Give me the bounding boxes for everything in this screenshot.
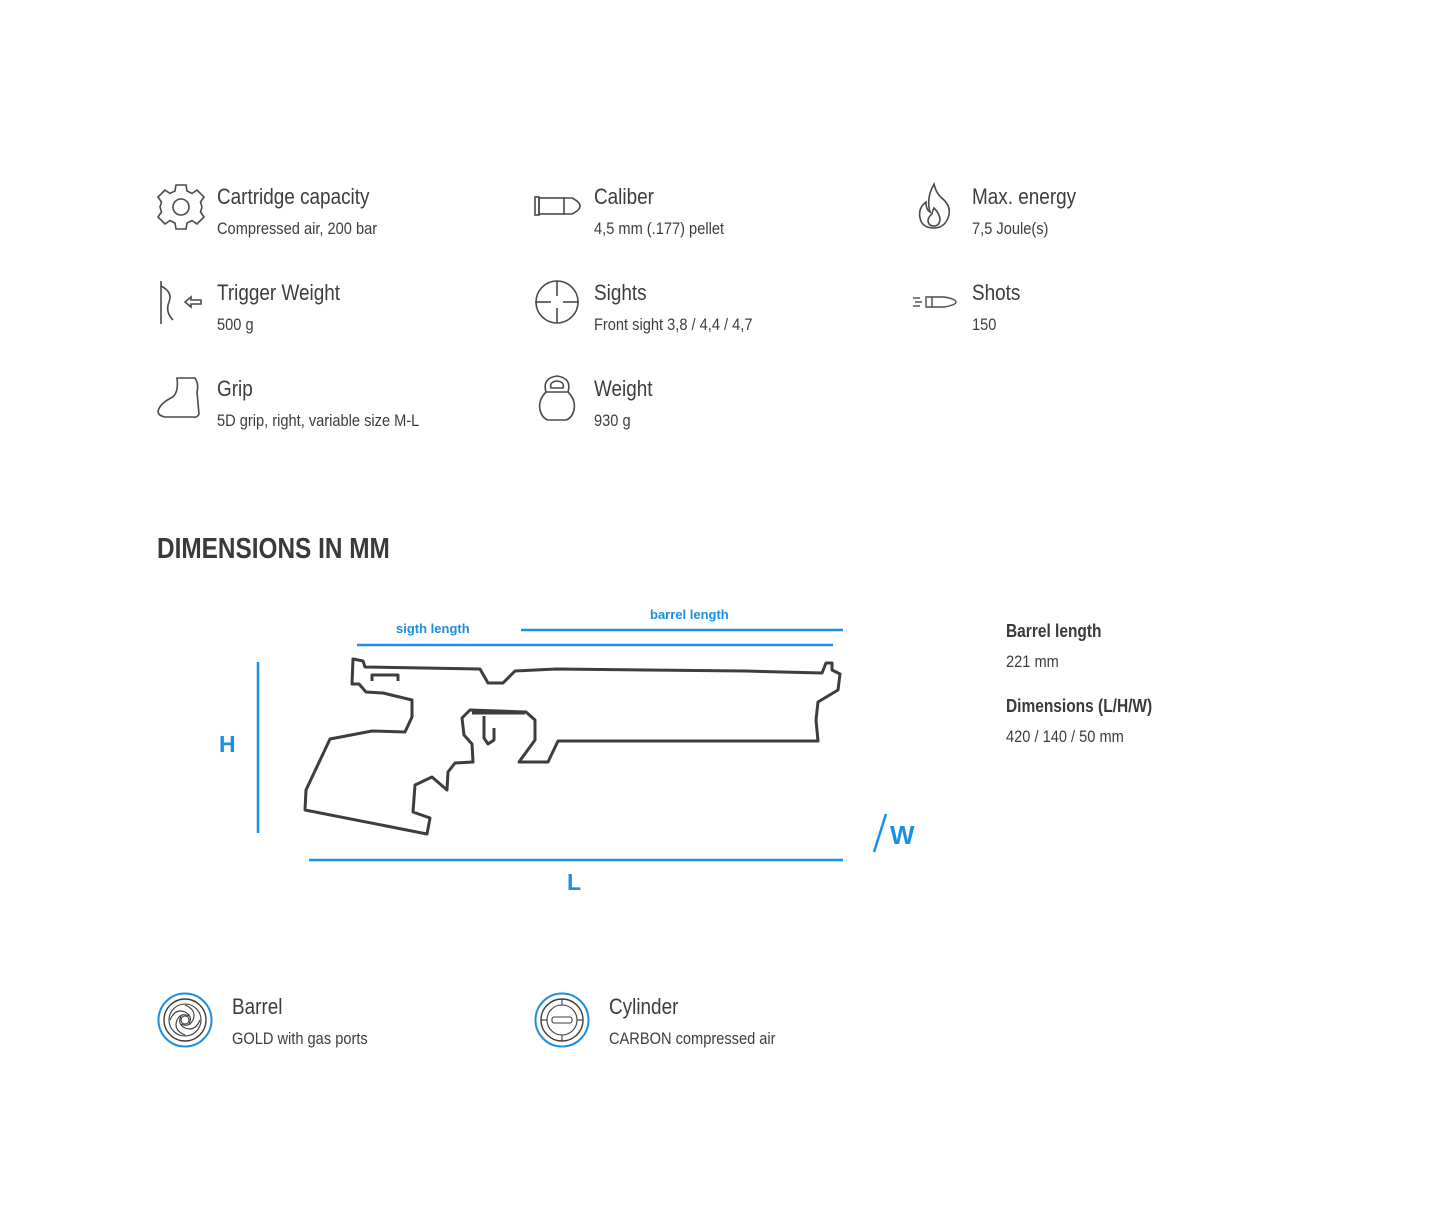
spec-value: Front sight 3,8 / 4,4 / 4,7 [594, 315, 753, 334]
barrel-rifling-icon [157, 992, 213, 1048]
overall-dimensions-value: 420 / 140 / 50 mm [1006, 727, 1124, 746]
barrel-length-label: barrel length [650, 607, 729, 622]
overall-dimensions-title: Dimensions (L/H/W) [1006, 696, 1153, 716]
cylinder-icon [534, 992, 590, 1048]
spec-value: 5D grip, right, variable size M-L [217, 411, 420, 430]
feature-label: Barrel [232, 994, 283, 1019]
feature-value: GOLD with gas ports [232, 1029, 368, 1048]
dimensions-title: DIMENSIONS IN MM [157, 533, 390, 565]
spec-value: 930 g [594, 411, 631, 430]
width-slash [874, 814, 886, 852]
spec-label: Trigger Weight [217, 280, 341, 305]
barrel-length-title: Barrel length [1006, 621, 1102, 641]
spec-label: Cartridge capacity [217, 184, 370, 209]
spec-value: 500 g [217, 315, 254, 334]
feature-value: CARBON compressed air [609, 1029, 776, 1048]
spec-label: Max. energy [972, 184, 1077, 209]
spec-label: Shots [972, 280, 1021, 305]
spec-label: Weight [594, 376, 653, 401]
feature-label: Cylinder [609, 994, 679, 1019]
spec-value: 4,5 mm (.177) pellet [594, 219, 725, 238]
pistol-outline [305, 659, 840, 834]
width-label: W [890, 820, 915, 850]
sight-length-label: sigth length [396, 621, 470, 636]
length-label: L [567, 869, 582, 895]
height-label: H [219, 731, 236, 757]
spec-value: 150 [972, 315, 997, 334]
spec-label: Caliber [594, 184, 654, 209]
barrel-length-value: 221 mm [1006, 652, 1059, 671]
spec-label: Grip [217, 376, 253, 401]
spec-label: Sights [594, 280, 647, 305]
spec-value: 7,5 Joule(s) [972, 219, 1049, 238]
spec-value: Compressed air, 200 bar [217, 219, 378, 238]
